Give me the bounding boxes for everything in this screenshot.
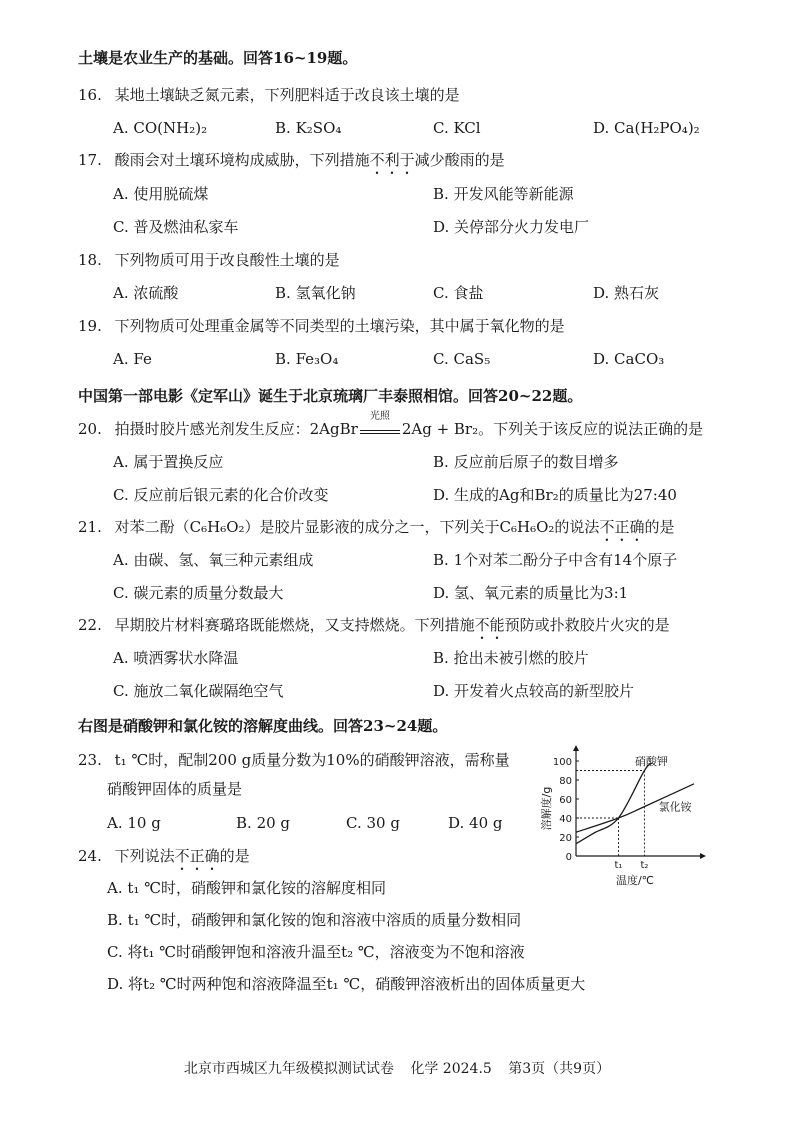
emphasis-text: 不利于 <box>369 151 415 169</box>
question-16 <box>78 85 460 105</box>
q24-option-b[interactable]: B. t₁ ℃时，硝酸钾和氯化铵的饱和溶液中溶质的质量分数相同 <box>107 911 522 929</box>
series-label-kno3: 硝酸钾 <box>635 755 669 768</box>
q19-option-c[interactable]: C. CaS₅ <box>433 350 491 368</box>
q18-option-a[interactable]: A. 浓硫酸 <box>113 284 179 302</box>
q16-option-d[interactable]: D. Ca(H₂PO₄)₂ <box>593 119 700 137</box>
question-stem: 对苯二酚（C₆H₆O₂）是胶片显影液的成分之一，下列关于C₆H₆O₂的说法不正确的是 <box>114 518 675 536</box>
question-21 <box>78 517 674 545</box>
question-number: 16. <box>78 86 102 104</box>
question-number: 22. <box>78 616 102 634</box>
question-20 <box>78 411 704 439</box>
q16-option-b[interactable]: B. K₂SO₄ <box>275 119 342 137</box>
q21-option-c[interactable]: C. 碳元素的质量分数最大 <box>113 584 284 602</box>
q18-option-b[interactable]: B. 氢氧化钠 <box>275 284 356 302</box>
q19-option-a[interactable]: A. Fe <box>113 350 152 368</box>
question-number: 17. <box>78 151 102 169</box>
q20-option-c[interactable]: C. 反应前后银元素的化合价改变 <box>113 486 329 504</box>
q20-option-d[interactable]: D. 生成的Ag和Br₂的质量比为27:40 <box>433 486 677 504</box>
q20-option-a[interactable]: A. 属于置换反应 <box>113 453 224 471</box>
question-stem: 酸雨会对土壤环境构成威胁，下列措施不利于减少酸雨的是 <box>114 151 505 169</box>
q23-option-b[interactable]: B. 20 g <box>236 814 291 832</box>
question-stem: 下列物质可处理重金属等不同类型的土壤污染，其中属于氧化物的是 <box>114 317 565 335</box>
q22-option-a[interactable]: A. 喷洒雾状水降温 <box>113 649 239 667</box>
series-line-kno3 <box>576 763 653 844</box>
exam-title: 北京市西城区九年级模拟测试试卷 <box>183 1061 394 1077</box>
question-number: 19. <box>78 317 102 335</box>
emphasis-text: 不正确 <box>599 518 645 536</box>
q22-option-b[interactable]: B. 抢出未被引燃的胶片 <box>433 649 589 667</box>
section-header-20-22: 中国第一部电影《定军山》诞生于北京琉璃厂丰泰照相馆。回答20~22题。 <box>78 387 583 405</box>
q19-option-b[interactable]: B. Fe₃O₄ <box>275 350 339 368</box>
q17-option-d[interactable]: D. 关停部分火力发电厂 <box>433 218 590 236</box>
question-22 <box>78 615 670 643</box>
question-stem: 下列说法不正确的是 <box>114 847 250 865</box>
q23-option-c[interactable]: C. 30 g <box>346 814 400 832</box>
question-number: 21. <box>78 518 102 536</box>
y-tick-label: 20 <box>559 833 572 844</box>
question-stem-line-2: 硝酸钾固体的质量是 <box>107 780 243 798</box>
question-18 <box>78 250 340 270</box>
question-17 <box>78 150 505 178</box>
solubility-chart <box>536 740 706 886</box>
y-tick-label: 80 <box>559 776 572 787</box>
q24-option-d[interactable]: D. 将t₂ ℃时两种饱和溶液降温至t₁ ℃，硝酸钾溶液析出的固体质量更大 <box>107 975 586 993</box>
question-stem-line-1: t₁ ℃时，配制200 g质量分数为10%的硝酸钾溶液，需称量 <box>114 751 510 769</box>
question-number: 20. <box>78 420 102 438</box>
x-axis-arrow <box>700 853 706 859</box>
y-axis-label: 溶解度/g <box>540 786 553 831</box>
exam-subject: 化学 2024.5 <box>410 1061 492 1077</box>
q23-option-d[interactable]: D. 40 g <box>448 814 503 832</box>
q17-option-c[interactable]: C. 普及燃油私家车 <box>113 218 239 236</box>
y-tick-label: 100 <box>552 757 572 768</box>
q21-option-a[interactable]: A. 由碳、氢、氧三种元素组成 <box>113 551 314 569</box>
reaction-condition: 光照 <box>369 411 390 422</box>
question-number: 18. <box>78 251 102 269</box>
series-label-nh4cl: 氯化铵 <box>658 800 692 814</box>
emphasis-text: 不正确 <box>174 847 220 865</box>
y-tick-label: 40 <box>559 814 572 825</box>
q22-option-c[interactable]: C. 施放二氧化碳隔绝空气 <box>113 682 284 700</box>
q16-option-c[interactable]: C. KCl <box>433 119 481 137</box>
q20-option-b[interactable]: B. 反应前后原子的数目增多 <box>433 453 619 471</box>
q19-option-d[interactable]: D. CaCO₃ <box>593 350 665 368</box>
question-number: 24. <box>78 847 102 865</box>
reaction-condition-arrow <box>360 411 400 434</box>
q18-option-d[interactable]: D. 熟石灰 <box>593 284 660 302</box>
q24-option-a[interactable]: A. t₁ ℃时，硝酸钾和氯化铵的溶解度相同 <box>107 879 386 897</box>
question-19 <box>78 316 565 336</box>
q17-option-a[interactable]: A. 使用脱硫煤 <box>113 185 209 203</box>
emphasis-text: 不能 <box>474 616 505 634</box>
q17-option-b[interactable]: B. 开发风能等新能源 <box>433 185 574 203</box>
question-24 <box>78 846 250 874</box>
section-header-23-24: 右图是硝酸钾和氯化铵的溶解度曲线。回答23~24题。 <box>78 717 448 735</box>
question-number: 23. <box>78 751 102 769</box>
x-tick-label: t₁ <box>614 860 623 871</box>
q21-option-d[interactable]: D. 氢、氧元素的质量比为3:1 <box>433 584 629 602</box>
question-stem: 拍摄时胶片感光剂发生反应：2AgBr 光照 2Ag + Br₂。下列关于该反应的说法正确的是 <box>114 411 704 438</box>
page-number: 第3页（共9页） <box>508 1061 611 1077</box>
y-tick-label: 60 <box>559 795 572 806</box>
q23-option-a[interactable]: A. 10 g <box>107 814 161 832</box>
y-tick-label: 0 <box>565 852 572 863</box>
y-axis-arrow <box>573 745 579 751</box>
q21-option-b[interactable]: B. 1个对苯二酚分子中含有14个原子 <box>433 551 678 569</box>
question-23 <box>78 750 510 770</box>
section-header-16-19: 土壤是农业生产的基础。回答16~19题。 <box>78 49 358 67</box>
question-stem: 某地土壤缺乏氮元素，下列肥料适于改良该土壤的是 <box>114 86 460 104</box>
x-axis-label: 温度/℃ <box>615 874 655 886</box>
question-stem: 下列物质可用于改良酸性土壤的是 <box>114 251 340 269</box>
q22-option-d[interactable]: D. 开发着火点较高的新型胶片 <box>433 682 635 700</box>
x-tick-label: t₂ <box>640 860 649 871</box>
question-stem: 早期胶片材料赛璐珞既能燃烧，又支持燃烧。下列措施不能预防或扑救胶片火灾的是 <box>114 616 670 634</box>
page-footer <box>0 1058 794 1078</box>
q24-option-c[interactable]: C. 将t₁ ℃时硝酸钾饱和溶液升温至t₂ ℃，溶液变为不饱和溶液 <box>107 943 525 961</box>
q18-option-c[interactable]: C. 食盐 <box>433 284 484 302</box>
q16-option-a[interactable]: A. CO(NH₂)₂ <box>113 119 208 137</box>
